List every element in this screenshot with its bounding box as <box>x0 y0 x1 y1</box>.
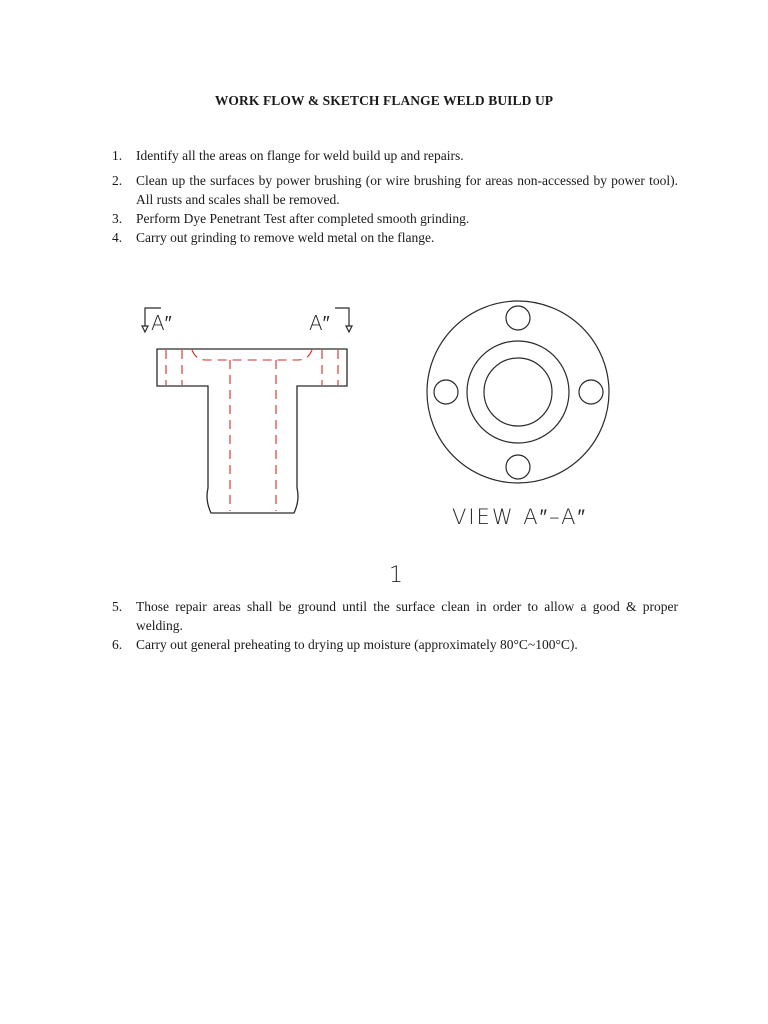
step-number: 4. <box>112 230 123 245</box>
step-text: Carry out general preheating to drying up moisture (approximately 80°C~100°C). <box>136 637 578 652</box>
step-text: Carry out grinding to remove weld metal on the flange. <box>136 230 435 245</box>
document-title: WORK FLOW & SKETCH FLANGE WELD BUILD UP <box>214 93 554 108</box>
flange-hidden-lines <box>166 350 338 511</box>
step-number: 2. <box>112 173 123 188</box>
step-text: Perform Dye Penetrant Test after completed smooth grinding. <box>136 211 470 226</box>
step-text: Identify all the areas on flange for weld build up and repairs. <box>136 148 464 163</box>
flange-side-outline <box>157 349 347 513</box>
step-number: 6. <box>112 637 123 652</box>
list-item <box>112 597 678 635</box>
section-arrow-right <box>335 308 352 332</box>
step-text: Those repair areas shall be ground until the surface clean in order to allow a good & proper welding. <box>136 599 678 633</box>
flange-front-view <box>427 301 609 483</box>
figure-number: 1 <box>389 563 403 588</box>
section-label-left: A″ <box>151 311 172 335</box>
step-number: 1. <box>112 148 123 163</box>
list-item <box>112 635 678 654</box>
section-label-right: A″ <box>309 311 330 335</box>
view-label: VIEW A″–A″ <box>452 505 587 529</box>
step-list-part2 <box>112 597 678 654</box>
step-number: 5. <box>112 599 123 614</box>
step-text: Clean up the surfaces by power brushing (or wire brushing for areas non-accessed by power tool). All rusts and scales shall be removed. <box>136 173 678 207</box>
step-number: 3. <box>112 211 123 226</box>
